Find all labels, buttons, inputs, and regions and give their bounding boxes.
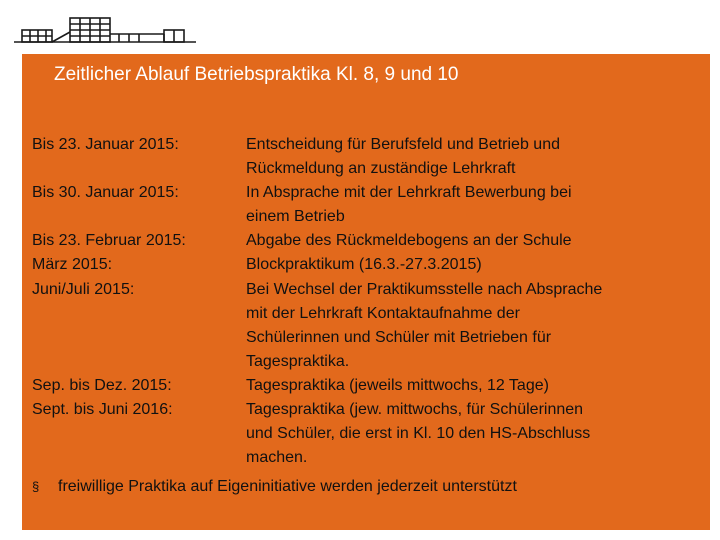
schedule-text xyxy=(246,253,704,277)
schedule-date: März 2015: xyxy=(32,256,113,274)
voluntary-internship-note xyxy=(32,478,517,496)
schedule-text xyxy=(246,374,704,398)
schedule-date: Juni/Juli 2015: xyxy=(32,280,135,298)
schedule-date: Bis 23. Februar 2015: xyxy=(32,232,186,250)
schedule-text-line: Schülerinnen und Schüler mit Betrieben für xyxy=(246,328,552,346)
schedule-row xyxy=(32,229,704,253)
schedule-row xyxy=(32,181,704,229)
schedule-row xyxy=(32,398,704,470)
schedule-list xyxy=(32,133,704,470)
schedule-text-line: einem Betrieb xyxy=(246,208,345,226)
schedule-text xyxy=(246,278,704,374)
schedule-text-line: In Absprache mit der Lehrkraft Bewerbung bei xyxy=(246,184,572,202)
schedule-date: Bis 30. Januar 2015: xyxy=(32,184,179,202)
schedule-text-line: Bei Wechsel der Praktikumsstelle nach Absprache xyxy=(246,280,603,298)
schedule-text-line: Tagespraktika. xyxy=(246,352,350,370)
schedule-date: Sep. bis Dez. 2015: xyxy=(32,376,172,394)
schedule-text-line: Abgabe des Rückmeldebogens an der Schule xyxy=(246,232,572,250)
schedule-text xyxy=(246,181,704,229)
content-panel xyxy=(22,54,710,530)
schedule-text-line: machen. xyxy=(246,449,308,467)
note-bullet: § xyxy=(32,479,40,494)
schedule-text-line: Tagespraktika (jew. mittwochs, für Schülerinnen xyxy=(246,401,584,419)
schedule-text-line: und Schüler, die erst in Kl. 10 den HS-Abschluss xyxy=(246,425,591,443)
schedule-text xyxy=(246,229,704,253)
schedule-text-line: mit der Lehrkraft Kontaktaufnahme der xyxy=(246,304,520,322)
schedule-text xyxy=(246,133,704,181)
schedule-text-line: Rückmeldung an zuständige Lehrkraft xyxy=(246,160,516,178)
school-building-logo-icon xyxy=(14,12,196,48)
schedule-text xyxy=(246,398,704,470)
schedule-date: Sept. bis Juni 2016: xyxy=(32,401,173,419)
note-text: freiwillige Praktika auf Eigeninitiative werden jederzeit unterstützt xyxy=(58,478,517,495)
schedule-row xyxy=(32,374,704,398)
schedule-row xyxy=(32,133,704,181)
schedule-row xyxy=(32,253,704,277)
schedule-text-line: Blockpraktikum (16.3.-27.3.2015) xyxy=(246,256,482,274)
schedule-row xyxy=(32,278,704,374)
schedule-text-line: Entscheidung für Berufsfeld und Betrieb und xyxy=(246,136,560,153)
schedule-text-line: Tagespraktika (jeweils mittwochs, 12 Tage) xyxy=(246,376,549,394)
slide-title: Zeitlicher Ablauf Betriebspraktika Kl. 8, 9 und 10 xyxy=(54,64,459,85)
schedule-date: Bis 23. Januar 2015: xyxy=(32,136,179,153)
